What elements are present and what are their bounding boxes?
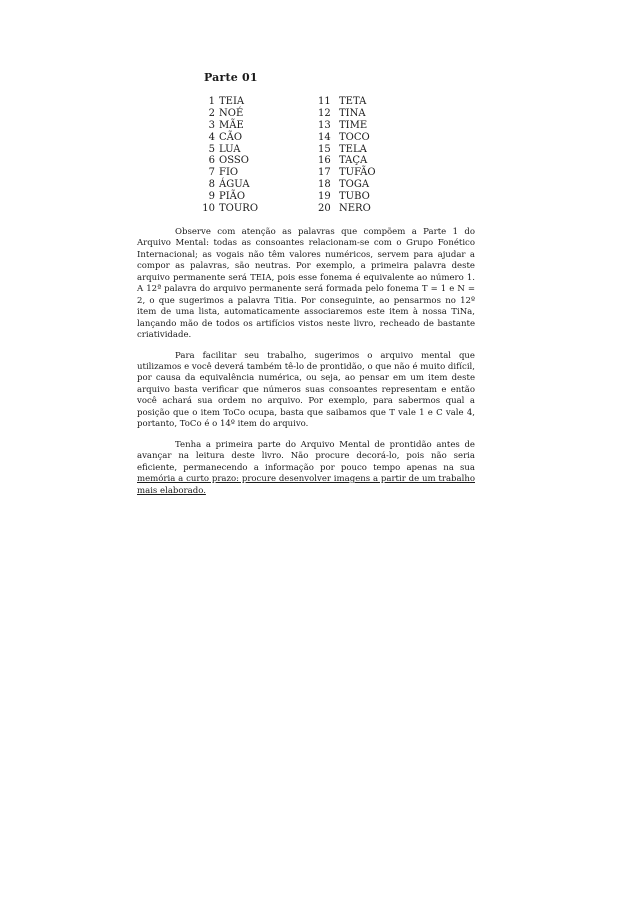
list-item [200,120,258,132]
list-item-number: 17 [318,167,331,179]
list-item-word: TIME [339,119,368,131]
list-item-word: TINA [339,107,366,119]
list-item-number: 20 [318,203,331,215]
list-item [200,203,258,215]
list-item-word: TOCO [339,131,370,143]
list-item-number: 2 [208,107,215,119]
list-item [200,96,258,108]
paragraph-3-underlined-2: mais elaborado. [137,485,206,496]
list-item [200,155,258,167]
paragraph-1: Observe com atenção as palavras que compõem a Parte 1 do Arquivo Mental: todas as consoantes relacionam-se com o Grupo Fonético Internacional; as vogais não têm valores numéricos, servem para ajudar a compor as palavras, são neutras. Por exemplo, a primeira palavra deste arquivo permanente será TEIA, pois esse fonema é equivalente ao número 1. A 12ª palavra do arquivo permanente será formada pelo fonema T = 1 e N = 2, o que sugerimos a palavra Titia. Por conseguinte, ao pensarmos no 12º item de uma lista, automaticamente associaremos este item à nossa TiNa, lançando mão de todos os artifícios vistos neste livro, recheado de bastante criatividade. [137,227,475,341]
list-item [200,144,258,156]
list-item [318,132,376,144]
list-item [200,108,258,120]
list-item [318,203,376,215]
list-item-number: 5 [208,143,215,155]
list-item-word: TOURO [219,203,259,215]
body-text [137,227,475,506]
list-item-number: 13 [318,119,331,131]
list-item-word: LUA [219,143,241,155]
list-item-number: 1 [208,96,215,107]
list-item-word: NERO [339,203,371,215]
list-item [318,144,376,156]
list-item-word: OSSO [219,155,249,167]
list-item-number: 12 [318,107,331,119]
list-item-number: 10 [202,203,215,215]
list-item [200,132,258,144]
list-item-number: 6 [208,155,215,167]
list-item-word: CÃO [219,131,243,143]
word-list-right [318,96,376,215]
section-heading: Parte 01 [204,71,258,84]
list-item-number: 8 [208,179,215,191]
list-item-number: 9 [208,191,215,203]
word-list-left [200,96,258,215]
paragraph-2: Para facilitar seu trabalho, sugerimos o arquivo mental que utilizamos e você deverá também tê-lo de prontidão, o que não é muito difícil, por causa da equivalência numérica, ou seja, ao pensar em um item deste arquivo basta verificar que números suas consoantes representam e então você achará sua ordem no arquivo. Por exemplo, para sabermos qual a posição que o item ToCo ocupa, basta que saibamos que T vale 1 e C vale 4, portanto, ToCo é o 14º item do arquivo. [137,350,476,430]
list-item [200,179,258,191]
list-item-number: 19 [318,191,331,203]
list-item-word: TUBO [339,191,370,203]
list-item-word: TOGA [339,179,370,191]
paragraph-3-text: Tenha a primeira parte do Arquivo Mental de prontidão antes de avançar na leitura deste livro. Não procure decorá-lo, pois não seria eficiente, permanecendo a informação por pouco tempo apenas na sua [137,439,475,473]
list-item [318,191,376,203]
list-item-word: TEIA [219,96,245,107]
list-item-number: 16 [318,155,331,167]
list-item-word: NOÉ [219,107,244,119]
list-item [318,108,376,120]
list-item [318,167,376,179]
list-item [318,155,376,167]
paragraph-3 [137,440,475,497]
list-item-number: 3 [208,119,215,131]
list-item-number: 18 [318,179,331,191]
list-item [200,167,258,179]
list-item-word: TUFÃO [339,167,376,179]
list-item-number: 4 [208,131,215,143]
list-item [318,96,376,108]
list-item-word: FIO [219,167,239,179]
list-item-word: TELA [339,143,367,155]
list-item-word: ÁGUA [219,179,250,191]
list-item [318,120,376,132]
list-item-word: MÃE [219,119,244,131]
list-item-word: TAÇA [339,155,368,167]
list-item [318,179,376,191]
list-item-number: 7 [208,167,215,179]
list-item-word: PIÃO [219,191,246,203]
list-item-word: TETA [339,96,367,107]
list-item-number: 11 [318,96,331,107]
list-item-number: 14 [318,131,331,143]
list-item-number: 15 [318,143,331,155]
paragraph-3-underlined-1: memória a curto prazo: procure desenvolver imagens a partir de um trabalho [137,474,475,485]
list-item [200,191,258,203]
